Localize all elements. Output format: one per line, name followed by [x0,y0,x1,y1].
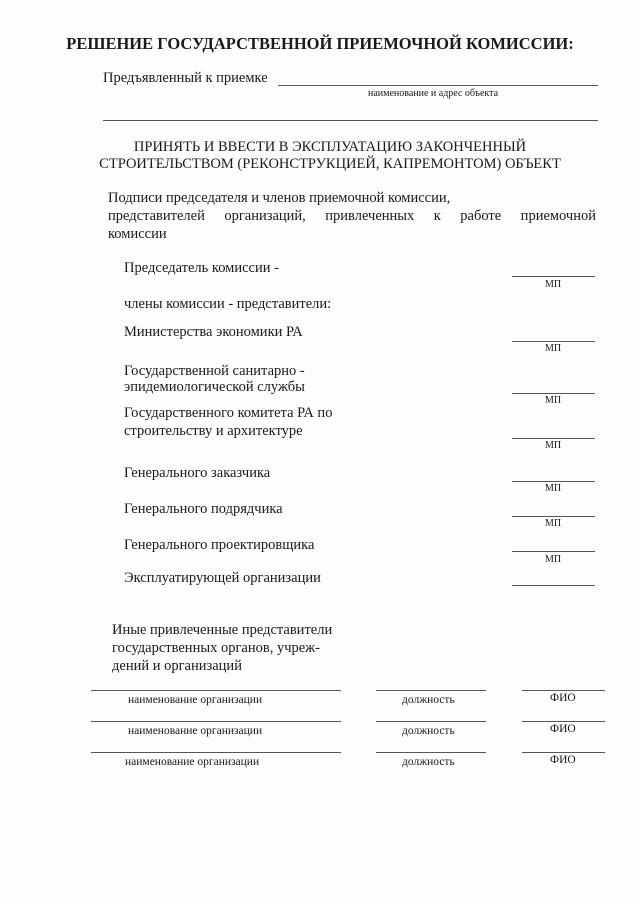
org-name-caption: наименование организации [128,725,263,737]
member-operator: Эксплуатирующей организации [124,570,321,586]
member-customer-signature[interactable] [512,481,595,482]
fio-field[interactable] [522,690,605,691]
presented-label: Предъявленный к приемке [103,70,268,86]
signatures-intro-3: комиссии [108,226,167,242]
stamp-label: МП [545,554,562,565]
member-construction-1: Государственного комитета РА по [124,405,333,421]
fio-caption: ФИО [550,692,576,704]
chairman-label: Председатель комиссии - [124,260,279,276]
org-name-field[interactable] [91,721,341,722]
position-field[interactable] [376,752,486,753]
member-designer-signature[interactable] [512,551,595,552]
member-contractor: Генерального подрядчика [124,501,283,517]
object-name-caption: наименование и адрес объекта [368,88,499,99]
fio-caption: ФИО [550,754,576,766]
member-contractor-signature[interactable] [512,516,595,517]
stamp-label: МП [545,395,562,406]
member-construction-2: строительству и архитектуре [124,423,303,439]
stamp-label: МП [545,483,562,494]
decision-line-1: ПРИНЯТЬ И ВВЕСТИ В ЭКСПЛУАТАЦИЮ ЗАКОНЧЕННЫЙ [133,139,527,155]
object-name-field[interactable] [278,85,598,86]
member-construction-signature[interactable] [512,438,595,439]
member-sanitary-1: Государственной санитарно - [124,363,305,379]
org-name-field[interactable] [91,752,341,753]
fio-field[interactable] [522,752,605,753]
position-field[interactable] [376,690,486,691]
member-operator-signature[interactable] [512,585,595,586]
member-customer: Генерального заказчика [124,465,271,481]
fio-caption: ФИО [550,723,576,735]
signatures-intro-2: представителей организаций, привлеченных к работе приемочной [108,208,596,224]
position-caption: должность [402,725,455,737]
others-label-2: государственных органов, учреж- [112,640,321,656]
position-caption: должность [402,756,455,768]
stamp-label: МП [545,343,562,354]
stamp-label: МП [545,279,562,290]
stamp-label: МП [545,440,562,451]
fio-field[interactable] [522,721,605,722]
member-sanitary-signature[interactable] [512,393,595,394]
chairman-signature-field[interactable] [512,276,595,277]
member-economy: Министерства экономики РА [124,324,303,340]
org-name-caption: наименование организации [128,694,263,706]
document-title: РЕШЕНИЕ ГОСУДАРСТВЕННОЙ ПРИЕМОЧНОЙ КОМИССИИ: [66,34,574,53]
org-name-caption: наименование организации [125,756,260,768]
signatures-intro-1: Подписи председателя и членов приемочной комиссии, [108,190,451,206]
org-name-field[interactable] [91,690,341,691]
object-address-field[interactable] [103,120,598,121]
member-sanitary-2: эпидемиологической службы [124,379,305,395]
member-economy-signature[interactable] [512,341,595,342]
others-label-1: Иные привлеченные представители [112,622,333,638]
stamp-label: МП [545,518,562,529]
others-label-3: дений и организаций [112,658,242,674]
member-designer: Генерального проектировщика [124,537,315,553]
position-caption: должность [402,694,455,706]
position-field[interactable] [376,721,486,722]
members-label: члены комиссии - представители: [124,296,332,312]
decision-line-2: СТРОИТЕЛЬСТВОМ (РЕКОНСТРУКЦИЕЙ, КАПРЕМОНТОМ) ОБЪЕКТ [99,156,561,172]
